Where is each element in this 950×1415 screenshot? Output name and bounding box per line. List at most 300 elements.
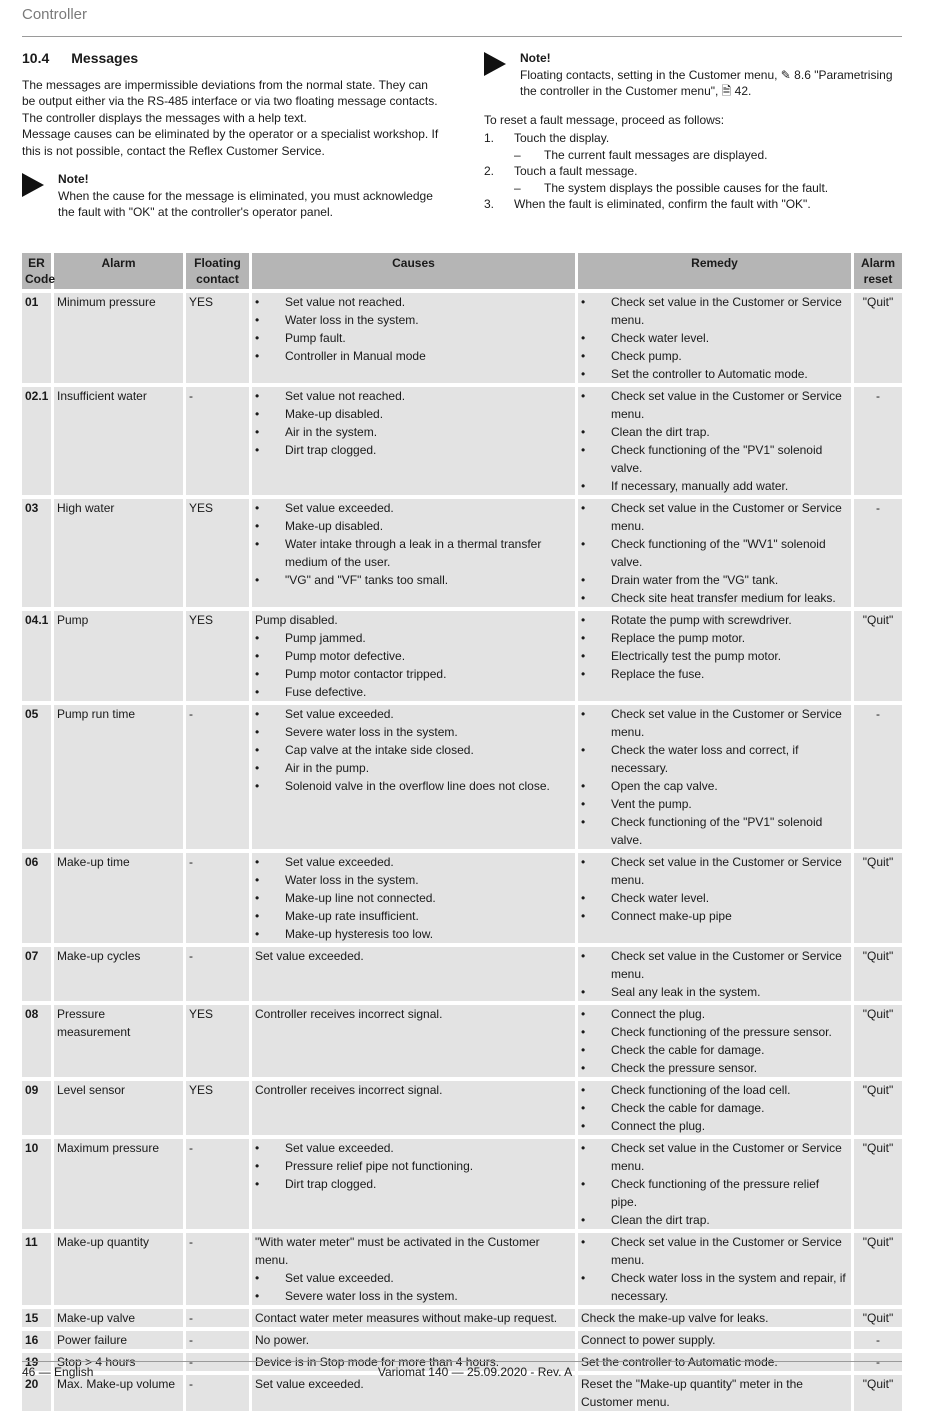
- bullet-mark: •: [581, 1141, 586, 1155]
- remedy-item: [581, 983, 848, 1001]
- note-text: When the cause for the message is eliminated, you must acknowledge the fault with "OK" at the controller's operator panel.: [58, 188, 433, 219]
- alarm-name: Power failure: [54, 1331, 186, 1349]
- cause-item-text: Set value exceeded.: [285, 1271, 394, 1285]
- bullet-mark: •: [581, 613, 586, 627]
- remedy-item: [581, 907, 848, 925]
- cause-intro: Set value exceeded.: [255, 1377, 364, 1391]
- remedy-item: [581, 647, 848, 665]
- alarm-name: Max. Make-up volume: [54, 1375, 186, 1411]
- table-row: [22, 387, 902, 495]
- floating-contact: -: [186, 853, 252, 943]
- bullet-mark: •: [581, 1177, 586, 1191]
- reset-step-result: – The system displays the possible causes for the fault.: [514, 180, 829, 195]
- remedy-item: [581, 329, 848, 347]
- cause-item: [255, 517, 572, 535]
- cause-item: [255, 665, 572, 683]
- alarm-reset: "Quit": [854, 611, 902, 701]
- bullet-mark: •: [255, 519, 260, 533]
- cause-item: [255, 311, 572, 329]
- remedy-cell: [578, 853, 854, 943]
- bullet-mark: •: [581, 1119, 586, 1133]
- section-title: Messages: [71, 50, 139, 66]
- bullet-mark: •: [581, 815, 586, 829]
- bullet-mark: •: [581, 443, 586, 457]
- cause-item: [255, 853, 572, 871]
- alarm-name: Insufficient water: [54, 387, 186, 495]
- reset-step-result: – The current fault messages are displayed.: [514, 147, 768, 162]
- remedy-item: [581, 589, 848, 607]
- cause-item-text: Controller in Manual mode: [285, 349, 426, 363]
- bullet-mark: •: [255, 425, 260, 439]
- cause-item-text: Air in the system.: [285, 425, 378, 439]
- remedy-item-text: Clean the dirt trap.: [611, 425, 710, 439]
- cause-item-text: Water intake through a leak in a thermal transfer medium of the user.: [285, 537, 542, 569]
- cause-item: [255, 777, 572, 795]
- remedy-item-text: Check set value in the Customer or Service menu.: [611, 1235, 842, 1267]
- note-arrow-icon: [484, 52, 506, 76]
- section-heading: [22, 50, 442, 67]
- cause-item-text: Make-up line not connected.: [285, 891, 436, 905]
- cause-item: [255, 293, 572, 311]
- remedy-item: [581, 741, 848, 777]
- intro-paragraph: Message causes can be eliminated by the operator or a specialist workshop. If this is not possible, contact the Reflex Customer Service.: [22, 127, 439, 158]
- cause-intro: No power.: [255, 1333, 310, 1347]
- remedy-item: [581, 387, 848, 423]
- remedy-item: [581, 1059, 848, 1077]
- remedy-item: [581, 477, 848, 495]
- floating-contact: YES: [186, 499, 252, 607]
- remedy-item: [581, 1041, 848, 1059]
- table-row: [22, 611, 902, 701]
- remedy-cell: [578, 293, 854, 383]
- bullet-mark: •: [581, 1271, 586, 1285]
- cause-item-text: Set value not reached.: [285, 389, 406, 403]
- cause-item-text: Water loss in the system.: [285, 313, 419, 327]
- er-code: 10: [22, 1139, 54, 1229]
- causes-cell: [252, 1139, 578, 1229]
- remedy-text: Check the make-up valve for leaks.: [581, 1311, 769, 1325]
- causes-cell: [252, 1005, 578, 1077]
- remedy-item: [581, 1117, 848, 1135]
- alarm-name: Make-up valve: [54, 1309, 186, 1327]
- remedy-item-text: Check water level.: [611, 891, 710, 905]
- remedy-item-text: Clean the dirt trap.: [611, 1213, 710, 1227]
- floating-contact: YES: [186, 293, 252, 383]
- table-row: [22, 1081, 902, 1135]
- remedy-item: [581, 813, 848, 849]
- alarm-reset: "Quit": [854, 1375, 902, 1411]
- remedy-item: [581, 947, 848, 983]
- er-code: 19: [22, 1353, 54, 1371]
- bullet-mark: •: [581, 743, 586, 757]
- page-number: 46: [22, 1365, 36, 1379]
- bullet-mark: •: [255, 909, 260, 923]
- alarm-reset: "Quit": [854, 1081, 902, 1135]
- alarm-reset: -: [854, 1353, 902, 1371]
- table-row: [22, 853, 902, 943]
- cause-item-text: Pump fault.: [285, 331, 346, 345]
- alarm-reset: -: [854, 499, 902, 607]
- alarm-reset: "Quit": [854, 1139, 902, 1229]
- remedy-item: [581, 365, 848, 383]
- remedy-item: [581, 423, 848, 441]
- cause-item-text: Set value not reached.: [285, 295, 406, 309]
- floating-contact: YES: [186, 1081, 252, 1135]
- alarm-reset: "Quit": [854, 1309, 902, 1327]
- cause-intro: Set value exceeded.: [255, 949, 364, 963]
- bullet-mark: •: [255, 573, 260, 587]
- alarm-reset: "Quit": [854, 1233, 902, 1305]
- bullet-mark: •: [255, 873, 260, 887]
- bullet-mark: •: [581, 1007, 586, 1021]
- cause-intro: "With water meter" must be activated in the Customer menu.: [255, 1235, 540, 1267]
- remedy-cell: [578, 1233, 854, 1305]
- table-row: [22, 1005, 902, 1077]
- remedy-item-text: Connect make-up pipe: [611, 909, 732, 923]
- floating-contact: -: [186, 1375, 252, 1411]
- er-code: 05: [22, 705, 54, 849]
- remedy-item: [581, 1099, 848, 1117]
- footer-rule: [22, 1361, 902, 1362]
- alarm-name: Pressure measurement: [54, 1005, 186, 1077]
- cause-item-text: Water loss in the system.: [285, 873, 419, 887]
- note-title: Note!: [58, 172, 89, 186]
- cause-item: [255, 683, 572, 701]
- er-code: 06: [22, 853, 54, 943]
- remedy-item: [581, 889, 848, 907]
- running-header: Controller: [22, 6, 88, 23]
- remedy-item-text: Seal any leak in the system.: [611, 985, 761, 999]
- cause-item-text: Set value exceeded.: [285, 1141, 394, 1155]
- col-header-code: ER Code: [22, 253, 54, 289]
- table-row: [22, 1309, 902, 1327]
- cause-item-text: Set value exceeded.: [285, 855, 394, 869]
- note-acknowledge: [22, 171, 442, 221]
- remedy-item-text: Check the pressure sensor.: [611, 1061, 758, 1075]
- header-rule: [22, 36, 902, 37]
- cause-item: [255, 889, 572, 907]
- remedy-cell: [578, 611, 854, 701]
- footer-language: English: [54, 1365, 94, 1379]
- remedy-item-text: Check set value in the Customer or Service menu.: [611, 707, 842, 739]
- alarm-reset: -: [854, 1331, 902, 1349]
- remedy-item: [581, 293, 848, 329]
- causes-cell: [252, 947, 578, 1001]
- cause-item: [255, 535, 572, 571]
- remedy-item-text: Open the cap valve.: [611, 779, 718, 793]
- alarm-reset: "Quit": [854, 293, 902, 383]
- cause-item: [255, 705, 572, 723]
- remedy-item-text: Set the controller to Automatic mode.: [611, 367, 808, 381]
- remedy-item-text: Replace the pump motor.: [611, 631, 746, 645]
- table-row: [22, 1331, 902, 1349]
- bullet-mark: •: [581, 295, 586, 309]
- bullet-mark: •: [581, 367, 586, 381]
- table-row: [22, 1139, 902, 1229]
- remedy-item-text: Check functioning of the "PV1" solenoid valve.: [611, 443, 823, 475]
- cause-item: [255, 1157, 572, 1175]
- er-code: 20: [22, 1375, 54, 1411]
- note-arrow-icon: [22, 173, 44, 197]
- intro-column: [22, 50, 442, 221]
- remedy-item: [581, 441, 848, 477]
- causes-cell: [252, 1233, 578, 1305]
- cause-item-text: Dirt trap clogged.: [285, 443, 377, 457]
- floating-contact: -: [186, 1233, 252, 1305]
- remedy-item: [581, 665, 848, 683]
- er-code: 09: [22, 1081, 54, 1135]
- cause-item: [255, 723, 572, 741]
- er-code: 01: [22, 293, 54, 383]
- remedy-item-text: Check set value in the Customer or Service menu.: [611, 389, 842, 421]
- remedy-item-text: Connect the plug.: [611, 1119, 706, 1133]
- cause-item: [255, 741, 572, 759]
- remedy-item: [581, 1211, 848, 1229]
- alarm-name: Maximum pressure: [54, 1139, 186, 1229]
- er-code: 02.1: [22, 387, 54, 495]
- remedy-item-text: Vent the pump.: [611, 797, 692, 811]
- cause-item-text: Pump motor contactor tripped.: [285, 667, 447, 681]
- alarm-name: Make-up quantity: [54, 1233, 186, 1305]
- remedy-item-text: Check the cable for damage.: [611, 1101, 765, 1115]
- causes-cell: [252, 1081, 578, 1135]
- remedy-item: [581, 535, 848, 571]
- section-number: 10.4: [22, 50, 50, 66]
- remedy-item-text: Check functioning of the "PV1" solenoid valve.: [611, 815, 823, 847]
- bullet-mark: •: [581, 501, 586, 515]
- table-row: [22, 293, 902, 383]
- causes-cell: [252, 705, 578, 849]
- cause-item: [255, 1287, 572, 1305]
- bullet-mark: •: [255, 631, 260, 645]
- table-row: [22, 1375, 902, 1411]
- bullet-mark: •: [581, 949, 586, 963]
- causes-cell: [252, 1375, 578, 1411]
- cause-intro: Device is in Stop mode for more than 4 hours.: [255, 1355, 500, 1369]
- remedy-item-text: Check the water loss and correct, if necessary.: [611, 743, 799, 775]
- bullet-mark: •: [581, 349, 586, 363]
- alarm-reset: -: [854, 705, 902, 849]
- bullet-mark: •: [255, 1271, 260, 1285]
- cause-intro: Controller receives incorrect signal.: [255, 1007, 443, 1021]
- cause-item: [255, 629, 572, 647]
- remedy-item-text: Check water level.: [611, 331, 710, 345]
- bullet-mark: •: [255, 891, 260, 905]
- cause-item: [255, 1139, 572, 1157]
- bullet-mark: •: [581, 779, 586, 793]
- remedy-cell: [578, 1375, 854, 1411]
- remedy-item-text: Drain water from the "VG" tank.: [611, 573, 779, 587]
- remedy-item: [581, 1081, 848, 1099]
- cause-item: [255, 423, 572, 441]
- cause-item-text: Make-up disabled.: [285, 407, 384, 421]
- er-code: 08: [22, 1005, 54, 1077]
- footer-doc-info: Variomat 140 — 25.09.2020 - Rev. A: [377, 1365, 573, 1379]
- cause-item-text: Severe water loss in the system.: [285, 725, 458, 739]
- bullet-mark: •: [255, 1159, 260, 1173]
- bullet-mark: •: [255, 761, 260, 775]
- cause-item-text: Severe water loss in the system.: [285, 1289, 458, 1303]
- er-code: 07: [22, 947, 54, 1001]
- footer-page: 46 — English: [22, 1365, 94, 1379]
- cause-item: [255, 441, 572, 459]
- floating-contact: YES: [186, 1005, 252, 1077]
- floating-contact: YES: [186, 611, 252, 701]
- remedy-item-text: Check pump.: [611, 349, 682, 363]
- remedy-item: [581, 1175, 848, 1211]
- reset-step: 3. When the fault is eliminated, confirm the fault with "OK".: [484, 197, 811, 211]
- cause-intro: Contact water meter measures without make-up request.: [255, 1311, 558, 1325]
- remedy-cell: [578, 387, 854, 495]
- remedy-item: [581, 1233, 848, 1269]
- remedy-item-text: Connect the plug.: [611, 1007, 706, 1021]
- remedy-item-text: Electrically test the pump motor.: [611, 649, 782, 663]
- causes-cell: [252, 611, 578, 701]
- cause-item-text: "VG" and "VF" tanks too small.: [285, 573, 449, 587]
- cause-item-text: Set value exceeded.: [285, 501, 394, 515]
- cause-item-text: Pump jammed.: [285, 631, 366, 645]
- table-row: [22, 1233, 902, 1305]
- er-code: 04.1: [22, 611, 54, 701]
- cause-item-text: Cap valve at the intake side closed.: [285, 743, 474, 757]
- remedy-item-text: If necessary, manually add water.: [611, 479, 789, 493]
- causes-cell: [252, 499, 578, 607]
- cause-item: [255, 387, 572, 405]
- bullet-mark: •: [581, 707, 586, 721]
- remedy-cell: [578, 1081, 854, 1135]
- col-header-alarm: Alarm: [54, 253, 186, 289]
- col-header-remedy: Remedy: [578, 253, 854, 289]
- remedy-item-text: Check functioning of the "WV1" solenoid valve.: [611, 537, 826, 569]
- causes-cell: [252, 293, 578, 383]
- remedy-cell: [578, 1005, 854, 1077]
- remedy-item: [581, 611, 848, 629]
- causes-cell: [252, 387, 578, 495]
- bullet-mark: •: [255, 1177, 260, 1191]
- note-text: Floating contacts, setting in the Customer menu, ✎ 8.6 "Parametrising the controller in the Customer menu", 🗎 42.: [520, 67, 893, 98]
- er-code: 03: [22, 499, 54, 607]
- note-title: Note!: [520, 51, 551, 65]
- bullet-mark: •: [255, 1141, 260, 1155]
- alarm-reset: -: [854, 387, 902, 495]
- alarm-name: Level sensor: [54, 1081, 186, 1135]
- alarm-name: High water: [54, 499, 186, 607]
- cause-item-text: Make-up hysteresis too low.: [285, 927, 434, 941]
- floating-contact: -: [186, 1139, 252, 1229]
- reset-steps: [484, 130, 904, 213]
- remedy-text: Set the controller to Automatic mode.: [581, 1355, 778, 1369]
- bullet-mark: •: [255, 501, 260, 515]
- bullet-mark: •: [581, 985, 586, 999]
- reset-intro: To reset a fault message, proceed as follows:: [484, 112, 725, 127]
- bullet-mark: •: [581, 331, 586, 345]
- reset-column: [484, 50, 904, 213]
- bullet-mark: •: [581, 631, 586, 645]
- cause-intro: Pump disabled.: [255, 613, 338, 627]
- floating-contact: -: [186, 1331, 252, 1349]
- cause-item: [255, 347, 572, 365]
- remedy-item: [581, 1005, 848, 1023]
- remedy-item: [581, 777, 848, 795]
- table-row: [22, 705, 902, 849]
- floating-contact: -: [186, 705, 252, 849]
- remedy-item: [581, 571, 848, 589]
- note-floating-contacts: [484, 50, 904, 100]
- cause-item-text: Dirt trap clogged.: [285, 1177, 377, 1191]
- floating-contact: -: [186, 1309, 252, 1327]
- bullet-mark: •: [255, 349, 260, 363]
- intro-paragraph: The messages are impermissible deviations from the normal state. They can be output either via the RS-485 interface or via two floating message contacts.: [22, 77, 438, 108]
- remedy-item: [581, 629, 848, 647]
- remedy-item: [581, 1023, 848, 1041]
- remedy-item: [581, 705, 848, 741]
- bullet-mark: •: [581, 1083, 586, 1097]
- bullet-mark: •: [255, 667, 260, 681]
- remedy-cell: [578, 1139, 854, 1229]
- remedy-item: [581, 1139, 848, 1175]
- alarm-name: Pump: [54, 611, 186, 701]
- remedy-cell: [578, 1309, 854, 1327]
- floating-contact: -: [186, 947, 252, 1001]
- cause-item: [255, 405, 572, 423]
- bullet-mark: •: [581, 1235, 586, 1249]
- col-header-causes: Causes: [252, 253, 578, 289]
- bullet-mark: •: [581, 573, 586, 587]
- floating-contact: -: [186, 1353, 252, 1371]
- alarm-name: Make-up cycles: [54, 947, 186, 1001]
- bullet-mark: •: [581, 479, 586, 493]
- remedy-item-text: Check water loss in the system and repair, if necessary.: [611, 1271, 846, 1303]
- remedy-item: [581, 795, 848, 813]
- cause-item-text: Make-up disabled.: [285, 519, 384, 533]
- bullet-mark: •: [581, 389, 586, 403]
- cause-item: [255, 571, 572, 589]
- bullet-mark: •: [255, 313, 260, 327]
- bullet-mark: •: [581, 1213, 586, 1227]
- remedy-cell: [578, 1331, 854, 1349]
- causes-cell: [252, 1309, 578, 1327]
- cause-item-text: Set value exceeded.: [285, 707, 394, 721]
- remedy-item-text: Check functioning of the load cell.: [611, 1083, 791, 1097]
- bullet-mark: •: [581, 667, 586, 681]
- cause-item: [255, 925, 572, 943]
- remedy-item: [581, 1269, 848, 1305]
- alarm-reset: "Quit": [854, 947, 902, 1001]
- remedy-item-text: Check set value in the Customer or Service menu.: [611, 855, 842, 887]
- bullet-mark: •: [581, 1043, 586, 1057]
- cause-item-text: Air in the pump.: [285, 761, 370, 775]
- cause-item-text: Solenoid valve in the overflow line does not close.: [285, 779, 550, 793]
- reset-step: 1. Touch the display.: [484, 131, 610, 145]
- alarm-name: Pump run time: [54, 705, 186, 849]
- alarm-name: Make-up time: [54, 853, 186, 943]
- reset-step: 2. Touch a fault message.: [484, 164, 638, 178]
- col-header-reset: Alarm reset: [854, 253, 902, 289]
- bullet-mark: •: [255, 743, 260, 757]
- bullet-mark: •: [255, 537, 260, 551]
- cause-item: [255, 759, 572, 777]
- remedy-text: Connect to power supply.: [581, 1333, 716, 1347]
- alarm-name: Minimum pressure: [54, 293, 186, 383]
- cause-item: [255, 1175, 572, 1193]
- bullet-mark: •: [581, 855, 586, 869]
- remedy-cell: [578, 947, 854, 1001]
- bullet-mark: •: [255, 443, 260, 457]
- remedy-text: Reset the "Make-up quantity" meter in the Customer menu.: [581, 1377, 803, 1409]
- bullet-mark: •: [581, 425, 586, 439]
- remedy-item-text: Check the cable for damage.: [611, 1043, 765, 1057]
- table-row: [22, 499, 902, 607]
